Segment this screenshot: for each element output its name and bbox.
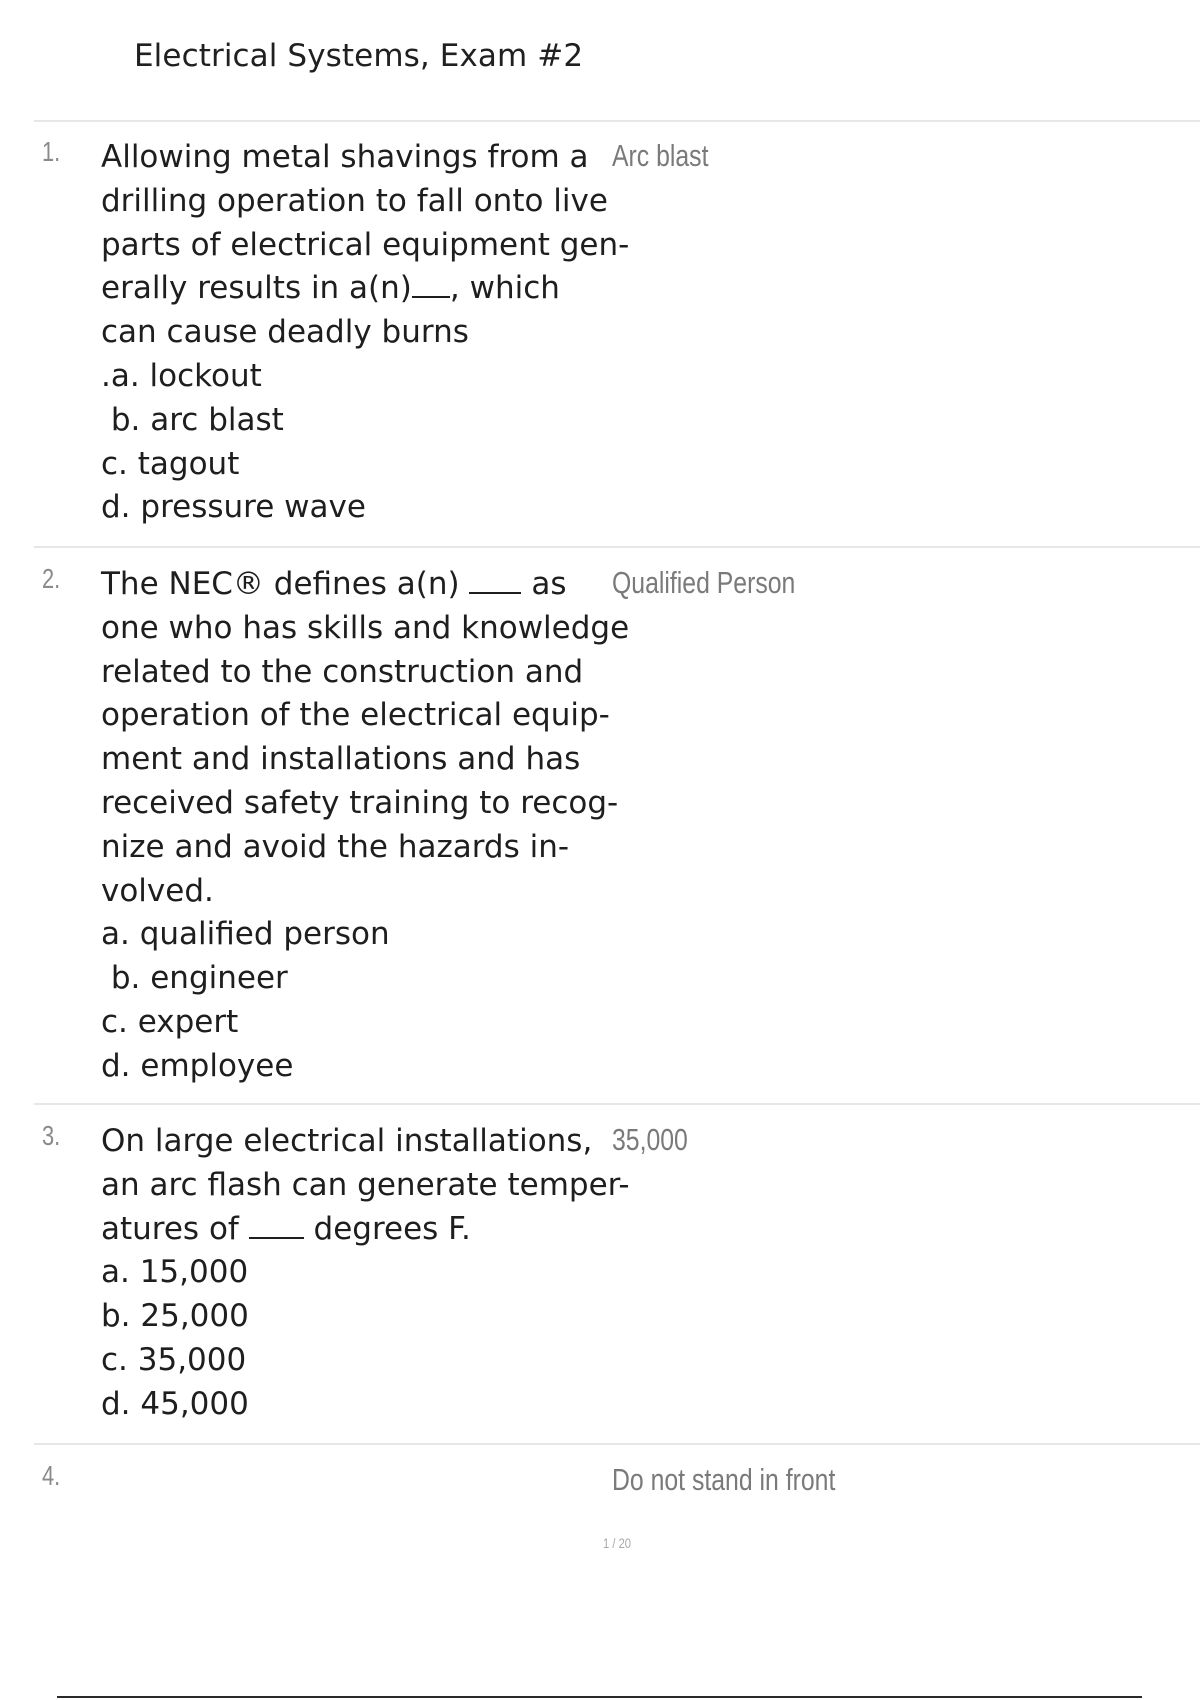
stem-text: , which bbox=[449, 270, 560, 307]
stem-line: ment and installations and has bbox=[101, 741, 581, 778]
stem-line: an arc flash can generate temper- bbox=[101, 1166, 630, 1203]
page-number: 1 / 20 bbox=[603, 1535, 632, 1551]
stem-line: Allowing metal shavings from a bbox=[101, 139, 589, 175]
option-a: a. 15,000 bbox=[101, 1254, 249, 1291]
answer-text: 35,000 bbox=[612, 1122, 688, 1157]
answer-text: Arc blast bbox=[612, 138, 709, 173]
stem-line: On large electrical installations, bbox=[101, 1123, 593, 1159]
exam-title: Electrical Systems, Exam #2 bbox=[134, 38, 584, 74]
option-b: b. engineer bbox=[101, 960, 288, 997]
stem-text: The NEC® defines a(n) bbox=[101, 566, 470, 602]
stem-line: operation of the electrical equip- bbox=[101, 697, 610, 734]
question-number: 1. bbox=[42, 136, 61, 167]
divider bbox=[34, 120, 1200, 122]
bottom-divider bbox=[57, 1696, 1142, 1698]
answer-blank bbox=[469, 570, 521, 594]
stem-line: received safety training to recog- bbox=[101, 784, 619, 821]
stem-line bbox=[101, 563, 611, 607]
option-d: d. pressure wave bbox=[101, 489, 366, 526]
option-d: d. 45,000 bbox=[101, 1385, 249, 1422]
divider bbox=[34, 546, 1200, 548]
option-c: c. 35,000 bbox=[101, 1341, 247, 1378]
question-text bbox=[101, 563, 630, 1089]
stem-text: erally results in a(n) bbox=[101, 270, 412, 307]
option-a: a. qualified person bbox=[101, 916, 390, 953]
answer-blank bbox=[412, 274, 450, 298]
option-b: b. arc blast bbox=[101, 401, 284, 438]
stem-text: degrees F. bbox=[303, 1210, 471, 1247]
answer-blank bbox=[249, 1215, 304, 1239]
divider bbox=[34, 1103, 1200, 1105]
stem-line: can cause deadly burns bbox=[101, 314, 469, 351]
option-c: c. tagout bbox=[101, 445, 240, 482]
question-number: 4. bbox=[42, 1460, 61, 1491]
stem-line bbox=[101, 267, 611, 311]
stem-line: volved. bbox=[101, 872, 214, 909]
question-text bbox=[101, 136, 630, 530]
stem-line: related to the construction and bbox=[101, 653, 584, 690]
option-a: .a. lockout bbox=[101, 357, 262, 394]
stem-line bbox=[101, 1208, 611, 1252]
stem-line: parts of electrical equipment gen- bbox=[101, 226, 630, 263]
stem-text: atures of bbox=[101, 1210, 249, 1247]
option-c: c. expert bbox=[101, 1003, 239, 1040]
stem-line: one who has skills and knowledge bbox=[101, 609, 630, 646]
question-number: 2. bbox=[42, 563, 61, 594]
question-number: 3. bbox=[42, 1120, 61, 1151]
answer-text: Qualified Person bbox=[612, 565, 796, 600]
answer-text: Do not stand in front bbox=[612, 1462, 836, 1497]
question-text bbox=[101, 1120, 630, 1427]
option-d: d. employee bbox=[101, 1047, 294, 1084]
divider bbox=[34, 1443, 1200, 1445]
stem-line: drilling operation to fall onto live bbox=[101, 182, 608, 219]
stem-text: as bbox=[521, 566, 567, 602]
stem-line: nize and avoid the hazards in- bbox=[101, 828, 570, 865]
option-b: b. 25,000 bbox=[101, 1298, 249, 1335]
